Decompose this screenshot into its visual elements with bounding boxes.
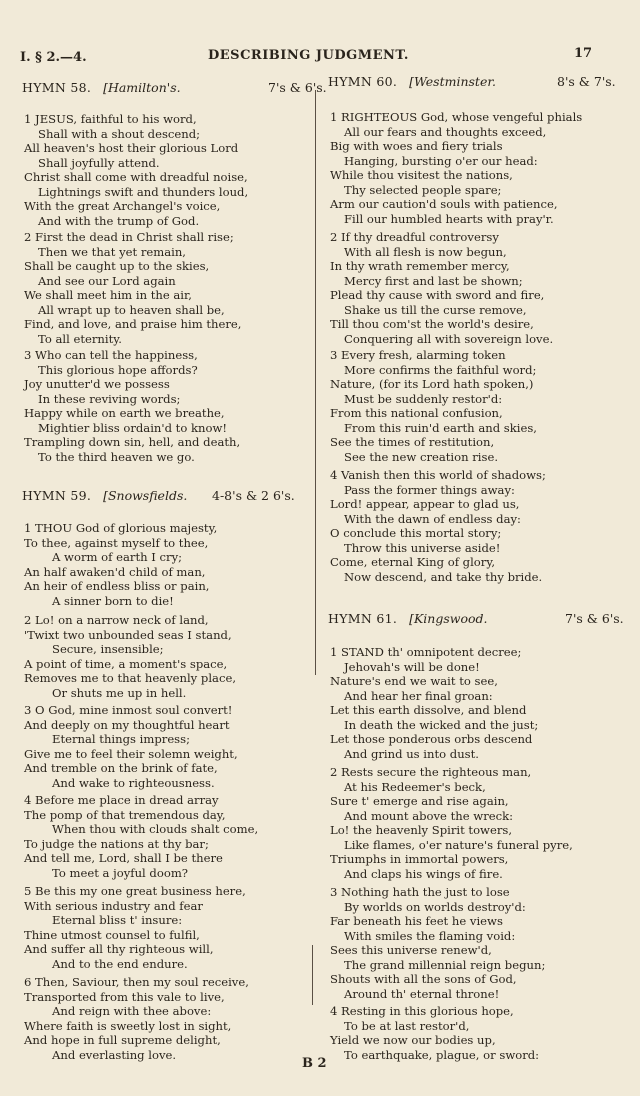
- verse-line: Mightier bliss ordain'd to know!: [38, 420, 228, 435]
- verse-line: And to the end endure.: [52, 956, 188, 971]
- verse-line: Till thou com'st the world's desire,: [330, 317, 534, 331]
- verse-line: Then we that yet remain,: [38, 244, 186, 259]
- verse-line: This glorious hope affords?: [38, 362, 198, 377]
- verse-line: From this national confusion,: [330, 406, 503, 420]
- hymn-heading: [328, 74, 496, 89]
- hymn-number: HYMN 60.: [328, 74, 398, 89]
- verse-line: Shall joyfully attend.: [38, 155, 160, 170]
- verse-line: 2 First the dead in Christ shall rise;: [24, 230, 234, 244]
- verse-line: Sure t' emerge and rise again,: [330, 794, 509, 808]
- stanza: [24, 521, 324, 608]
- verse-line: Jehovah's will be done!: [344, 659, 480, 674]
- verse-line: All wrapt up to heaven shall be,: [38, 302, 225, 317]
- verse-line: 3 O God, mine inmost soul convert!: [24, 703, 233, 717]
- verse-line: We shall meet him in the air,: [24, 288, 192, 302]
- stanza: [330, 1004, 630, 1062]
- verse-line: And reign with thee above:: [52, 1004, 212, 1018]
- verse-line: Like flames, o'er nature's funeral pyre,: [344, 837, 573, 852]
- page-number: 17: [574, 46, 593, 61]
- verse-line: In thy wrath remember mercy,: [330, 259, 510, 273]
- verse-line: And tremble on the brink of fate,: [24, 761, 218, 775]
- hymn-tune: [Westminster.: [409, 74, 496, 89]
- verse-line: And hear her final groan:: [344, 688, 493, 703]
- verse-line: Pass the former things away:: [344, 482, 515, 497]
- verse-line: And suffer all thy righteous will,: [24, 942, 214, 956]
- verse-line: Happy while on earth we breathe,: [24, 406, 225, 420]
- verse-line: To earthquake, plague, or sword:: [344, 1047, 540, 1062]
- verse-line: Hanging, bursting o'er our head:: [344, 153, 538, 168]
- verse-line: And wake to righteousness.: [52, 775, 215, 790]
- hymn-meter: 7's & 6's.: [268, 80, 327, 95]
- verse-line: Eternal things impress;: [52, 732, 190, 746]
- hymn-meter: 4-8's & 2 6's.: [212, 488, 295, 503]
- verse-line: Or shuts me up in hell.: [52, 685, 187, 700]
- verse-line: Now descend, and take thy bride.: [344, 569, 543, 584]
- verse-line: Triumphs in immortal powers,: [330, 852, 509, 866]
- verse-line: Yield we now our bodies up,: [330, 1033, 496, 1047]
- verse-line: With smiles the flaming void:: [344, 928, 516, 943]
- stanza: [24, 884, 324, 971]
- verse-line: Come, eternal King of glory,: [330, 555, 496, 569]
- verse-line: 4 Before me place in dread array: [24, 793, 219, 807]
- stanza: [24, 793, 324, 880]
- verse-line: With serious industry and fear: [24, 898, 203, 913]
- stanza: [330, 468, 630, 584]
- verse-line: Let those ponderous orbs descend: [330, 732, 533, 746]
- verse-line: Give me to feel their solemn weight,: [24, 746, 238, 761]
- verse-line: And mount above the wreck:: [344, 808, 514, 823]
- verse-line: See the new creation rise.: [344, 449, 499, 464]
- verse-line: A worm of earth I cry;: [52, 550, 183, 564]
- verse-line: To all eternity.: [38, 331, 122, 346]
- verse-line: When thou with clouds shalt come,: [52, 822, 259, 836]
- verse-line: Shall be caught up to the skies,: [24, 259, 210, 273]
- stanza: [330, 645, 630, 761]
- verse-line: And hope in full supreme delight,: [24, 1033, 221, 1047]
- verse-line: 2 Rests secure the righteous man,: [330, 765, 532, 779]
- verse-line: Fill our humbled hearts with pray'r.: [344, 211, 554, 226]
- verse-line: Around th' eternal throne!: [344, 986, 500, 1001]
- stanza: [24, 230, 324, 346]
- section-marker: I. § 2.—4.: [20, 50, 87, 65]
- verse-line: O conclude this mortal story;: [330, 526, 502, 540]
- stanza: [24, 348, 324, 464]
- verse-line: A point of time, a moment's space,: [24, 656, 228, 671]
- verse-line: All our fears and thoughts exceed,: [344, 124, 547, 139]
- hymn-tune: [Hamilton's.: [103, 80, 181, 95]
- verse-line: Find, and love, and praise him there,: [24, 317, 242, 331]
- verse-line: And see our Lord again: [38, 273, 176, 288]
- verse-line: 6 Then, Saviour, then my soul receive,: [24, 975, 249, 989]
- verse-line: The pomp of that tremendous day,: [24, 807, 226, 822]
- verse-line: 1 STAND th' omnipotent decree;: [330, 645, 522, 659]
- verse-line: In these reviving words;: [38, 391, 181, 406]
- verse-line: A sinner born to die!: [52, 593, 174, 608]
- verse-line: With the dawn of endless day:: [344, 511, 521, 526]
- verse-line: At his Redeemer's beck,: [344, 779, 486, 794]
- verse-line: With all flesh is now begun,: [344, 244, 507, 259]
- verse-line: Removes me to that heavenly place,: [24, 671, 236, 685]
- verse-line: Joy unutter'd we possess: [24, 377, 170, 391]
- verse-line: Shake us till the curse remove,: [344, 302, 527, 317]
- verse-line: From this ruin'd earth and skies,: [344, 420, 537, 435]
- verse-line: 3 Who can tell the happiness,: [24, 348, 198, 362]
- verse-line: 3 Nothing hath the just to lose: [330, 885, 510, 899]
- verse-line: 2 Lo! on a narrow neck of land,: [24, 613, 209, 627]
- verse-line: Where faith is sweetly lost in sight,: [24, 1018, 232, 1033]
- verse-line: Lo! the heavenly Spirit towers,: [330, 823, 513, 837]
- verse-line: 4 Resting in this glorious hope,: [330, 1004, 514, 1018]
- verse-line: Lightnings swift and thunders loud,: [38, 184, 249, 199]
- verse-line: Mercy first and last be shown;: [344, 273, 523, 288]
- verse-line: Thine utmost counsel to fulfil,: [24, 927, 200, 942]
- verse-line: Far beneath his feet he views: [330, 914, 503, 928]
- hymn-meter: 7's & 6's.: [565, 611, 624, 626]
- verse-line: Nature's end we wait to see,: [330, 674, 498, 688]
- verse-line: While thou visitest the nations,: [330, 168, 513, 182]
- stanza: [24, 613, 324, 700]
- stanza: [330, 348, 630, 464]
- hymn-heading: [22, 488, 187, 503]
- hymn-heading: [22, 80, 181, 95]
- verse-line: The grand millennial reign begun;: [344, 957, 546, 972]
- hymn-heading: [328, 611, 487, 626]
- verse-line: 1 THOU God of glorious majesty,: [24, 521, 218, 535]
- verse-line: In death the wicked and the just;: [344, 717, 539, 732]
- verse-line: To be at last restor'd,: [344, 1018, 470, 1033]
- verse-line: Transported from this vale to live,: [24, 989, 225, 1004]
- verse-line: To judge the nations at thy bar;: [24, 836, 209, 851]
- verse-line: 3 Every fresh, alarming token: [330, 348, 506, 362]
- signature-mark: B 2: [302, 1056, 327, 1071]
- verse-line: Lord! appear, appear to glad us,: [330, 497, 520, 511]
- verse-line: 1 RIGHTEOUS God, whose vengeful phials: [330, 110, 583, 124]
- verse-line: Arm our caution'd souls with patience,: [330, 197, 558, 211]
- verse-line: And tell me, Lord, shall I be there: [24, 851, 223, 865]
- hymn-number: HYMN 61.: [328, 611, 398, 626]
- verse-line: All heaven's host their glorious Lord: [24, 141, 239, 155]
- verse-line: Shouts with all the sons of God,: [330, 972, 517, 986]
- verse-line: To thee, against myself to thee,: [24, 535, 209, 550]
- verse-line: Eternal bliss t' insure:: [52, 913, 183, 927]
- verse-line: Throw this universe aside!: [344, 540, 501, 555]
- verse-line: More confirms the faithful word;: [344, 362, 537, 377]
- verse-line: An heir of endless bliss or pain,: [24, 579, 210, 593]
- verse-line: 5 Be this my one great business here,: [24, 884, 246, 898]
- verse-line: 1 JESUS, faithful to his word,: [24, 112, 197, 126]
- verse-line: And deeply on my thoughtful heart: [24, 717, 230, 732]
- stanza: [24, 975, 324, 1062]
- verse-line: Thy selected people spare;: [344, 182, 502, 197]
- verse-line: Trampling down sin, hell, and death,: [24, 435, 241, 449]
- verse-line: By worlds on worlds destroy'd:: [344, 899, 526, 914]
- hymn-number: HYMN 59.: [22, 488, 92, 503]
- running-title: DESCRIBING JUDGMENT.: [208, 48, 409, 63]
- verse-line: Sees this universe renew'd,: [330, 943, 492, 957]
- stanza: [24, 112, 324, 228]
- stanza: [330, 765, 630, 881]
- hymn-tune: [Kingswood.: [409, 611, 488, 626]
- verse-line: 2 If thy dreadful controversy: [330, 230, 499, 244]
- stanza: [24, 703, 324, 790]
- verse-line: To meet a joyful doom?: [52, 865, 189, 880]
- verse-line: Big with woes and fiery trials: [330, 139, 503, 153]
- verse-line: With the great Archangel's voice,: [24, 199, 221, 213]
- verse-line: Shall with a shout descend;: [38, 126, 201, 141]
- verse-line: Nature, (for its Lord hath spoken,): [330, 377, 534, 391]
- stanza: [330, 110, 630, 226]
- verse-line: 4 Vanish then this world of shadows;: [330, 468, 546, 482]
- verse-line: Must be suddenly restor'd:: [344, 391, 503, 406]
- verse-line: Let this earth dissolve, and blend: [330, 703, 527, 717]
- verse-line: Conquering all with sovereign love.: [344, 331, 554, 346]
- verse-line: And everlasting love.: [52, 1047, 177, 1062]
- stanza: [330, 230, 630, 346]
- hymn-tune: [Snowsfields.: [103, 488, 188, 503]
- verse-line: Secure, insensible;: [52, 642, 164, 656]
- verse-line: 'Twixt two unbounded seas I stand,: [24, 627, 232, 642]
- stanza: [330, 885, 630, 1001]
- verse-line: To the third heaven we go.: [38, 449, 195, 464]
- hymn-meter: 8's & 7's.: [557, 74, 616, 89]
- verse-line: An half awaken'd child of man,: [24, 564, 206, 579]
- verse-line: And grind us into dust.: [344, 746, 479, 761]
- hymn-number: HYMN 58.: [22, 80, 92, 95]
- verse-line: And claps his wings of fire.: [344, 866, 503, 881]
- verse-line: Plead thy cause with sword and fire,: [330, 288, 545, 302]
- verse-line: And with the trump of God.: [38, 213, 200, 228]
- verse-line: See the times of restitution,: [330, 435, 495, 449]
- verse-line: Christ shall come with dreadful noise,: [24, 170, 248, 184]
